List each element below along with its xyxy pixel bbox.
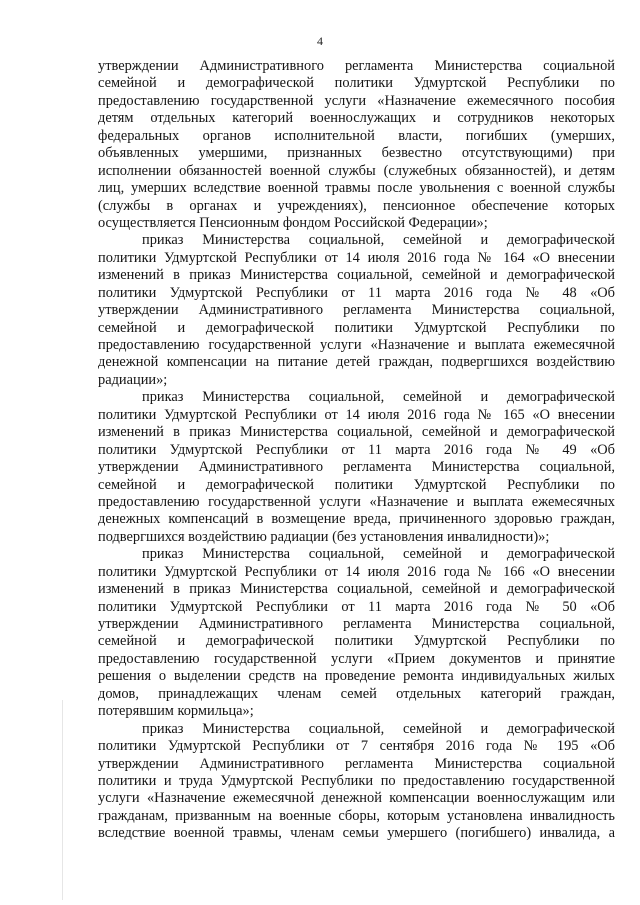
text-line: изменений в приказ Министерства социальной, семейной и демографической [98, 581, 615, 598]
text-line: денежной компенсации на питание детей граждан, подвергшихся воздействию [98, 354, 615, 371]
text-line: потерявшим кормильца»; [98, 703, 254, 720]
text-line: вследствие военной травмы, членам семьи умершего (погибшего) инвалида, а [98, 825, 615, 842]
paragraph-start-line: приказ Министерства социальной, семейной и демографической [142, 232, 615, 249]
text-line: утверждении Административного регламента Министерства социальной [98, 755, 615, 772]
text-line: семейной и демографической политики Удмуртской Республики по [98, 476, 615, 493]
text-line: исполнении обязанностей военной службы (служебных обязанностей), и детям [98, 162, 615, 179]
text-line: радиации»; [98, 371, 168, 388]
text-line: гражданам, призванным на военные сборы, которым установлена инвалидность [98, 807, 615, 824]
text-line: изменений в приказ Министерства социальной, семейной и демографической [98, 424, 615, 441]
text-line: семейной и демографической политики Удмуртской Республики по [98, 75, 615, 92]
text-line: политики и труда Удмуртской Республики по предоставлению государственной [98, 772, 615, 789]
text-line: утверждении Административного регламента Министерства социальной, [98, 459, 615, 476]
text-line: решения о выделении средств на проведение ремонта индивидуальных жилых [98, 668, 615, 685]
text-line: политики Удмуртской Республики от 14 июля 2016 года № 166 «О внесении [98, 563, 615, 580]
paragraph-start-line: приказ Министерства социальной, семейной и демографической [142, 389, 615, 406]
page-number: 4 [317, 34, 323, 48]
text-line: семейной и демографической политики Удмуртской Республики по [98, 633, 615, 650]
text-line: подвергшихся воздействию радиации (без установления инвалидности)»; [98, 528, 550, 545]
document-body [98, 58, 615, 843]
text-line: (службы в органах и учреждениях), пенсионное обеспечение которых [98, 197, 615, 214]
text-line: детям отдельных категорий военнослужащих и сотрудников некоторых [98, 110, 615, 127]
text-line: лиц, умерших вследствие военной травмы после увольнения с военной службы [98, 180, 615, 197]
text-line: домов, принадлежащих членам семей отдельных категорий граждан, [98, 685, 615, 702]
text-line: политики Удмуртской Республики от 7 сентября 2016 года № 195 «Об [98, 738, 615, 755]
text-line: семейной и демографической политики Удмуртской Республики по [98, 319, 615, 336]
text-line: изменений в приказ Министерства социальной, семейной и демографической [98, 267, 615, 284]
text-line: предоставлению государственной услуги «Назначение и выплата ежемесячных [98, 493, 615, 510]
text-line: осуществляется Пенсионным фондом Российской Федерации»; [98, 214, 488, 231]
text-line: объявленных умершими, признанных безвестно отсутствующими) при [98, 145, 615, 162]
left-margin-mark [62, 700, 63, 900]
text-line: предоставлению государственной услуги «Прием документов и принятие [98, 650, 615, 667]
text-line: политики Удмуртской Республики от 11 марта 2016 года № 49 «Об [98, 441, 615, 458]
text-line: политики Удмуртской Республики от 14 июля 2016 года № 165 «О внесении [98, 406, 615, 423]
text-line: политики Удмуртской Республики от 14 июля 2016 года № 164 «О внесении [98, 249, 615, 266]
text-line: утверждении Административного регламента Министерства социальной, [98, 616, 615, 632]
text-line: утверждении Административного регламента Министерства социальной [98, 58, 615, 74]
text-line: услуги «Назначение ежемесячной денежной компенсации военнослужащим или [98, 790, 615, 807]
text-line: федеральных органов исполнительной власти, погибших (умерших, [98, 127, 615, 144]
paragraph-start-line: приказ Министерства социальной, семейной и демографической [142, 546, 615, 563]
text-line: предоставлению государственной услуги «Назначение ежемесячного пособия [98, 92, 615, 109]
text-line: политики Удмуртской Республики от 11 марта 2016 года № 48 «Об [98, 284, 615, 301]
paragraph-start-line: приказ Министерства социальной, семейной и демографической [142, 720, 615, 737]
text-line: предоставлению государственной услуги «Назначение и выплата ежемесячной [98, 337, 615, 353]
text-line: политики Удмуртской Республики от 11 марта 2016 года № 50 «Об [98, 598, 615, 615]
text-line: денежных компенсаций в возмещение вреда, причиненного здоровью граждан, [98, 511, 615, 528]
text-line: утверждении Административного регламента Министерства социальной, [98, 302, 615, 319]
